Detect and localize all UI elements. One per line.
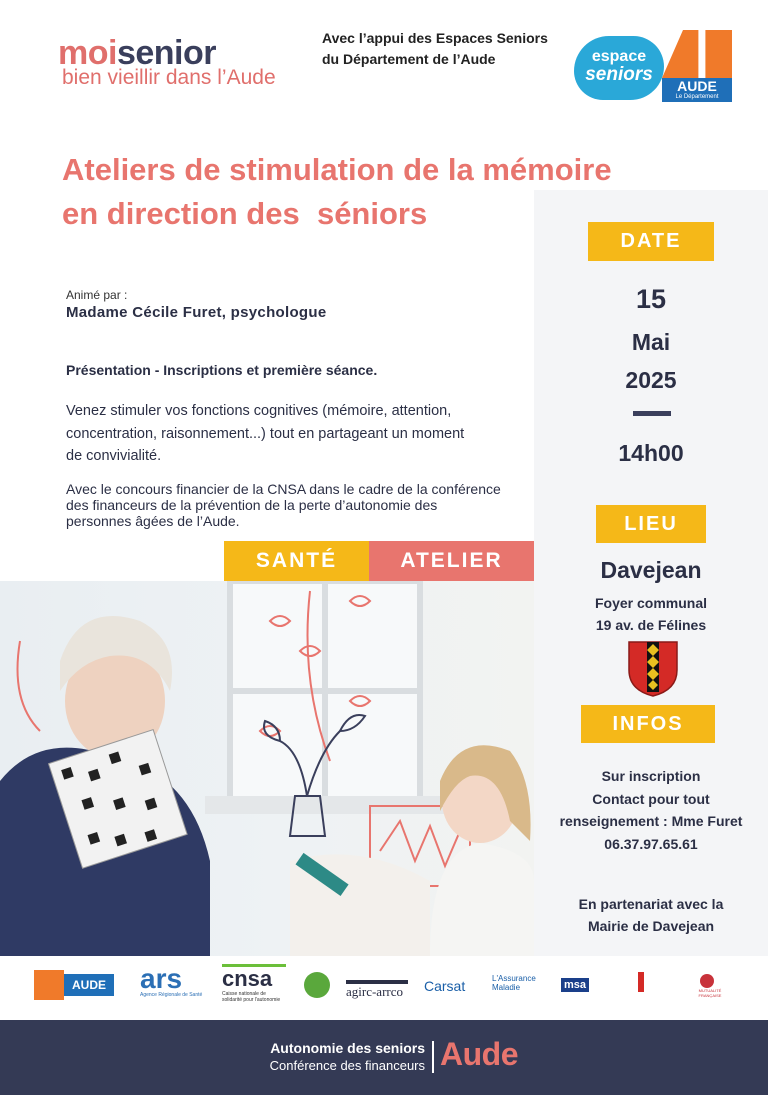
ars-logo — [140, 963, 203, 998]
bien-vieillir-logo — [304, 972, 330, 998]
event-city: Davejean — [600, 557, 702, 583]
event-venue — [534, 592, 768, 636]
carsat-logo — [424, 978, 465, 994]
aude-label: AUDE — [677, 78, 717, 94]
assurance-maladie-logo — [492, 974, 552, 992]
presentation-text: Présentation - Inscriptions et première séance. — [66, 362, 378, 378]
infos-line2: Contact pour tout — [592, 790, 710, 807]
lieu-tag: LIEU — [596, 505, 706, 543]
title-line1: Ateliers de stimulation de la mémoire — [62, 152, 612, 187]
cnsa-label: cnsa — [222, 964, 286, 991]
title-line2: en direction des séniors — [62, 196, 428, 231]
partnership-text — [534, 893, 768, 937]
footer-aude: Aude — [440, 1036, 518, 1072]
infos-text — [534, 765, 768, 855]
mutualite-logo — [690, 974, 730, 998]
agirc-arrco-logo — [346, 980, 408, 1000]
aude-sub: Le Département — [675, 94, 719, 100]
aude-box — [662, 78, 732, 102]
ars-sub: Agence Régionale de Santé — [140, 992, 203, 998]
aude-partner-label: AUDE — [64, 974, 114, 996]
infos-line1: Sur inscription — [601, 768, 701, 784]
logo-senior: senior — [116, 34, 216, 72]
carsat-label: Carsat — [424, 978, 466, 994]
logo-moi: moi — [58, 34, 117, 72]
animator-name: Madame Cécile Furet, psychologue — [66, 304, 327, 321]
appui-line1: Avec l’appui des Espaces Seniors — [322, 30, 548, 46]
venue-line1: Foyer communal — [594, 595, 708, 611]
partners-bar — [0, 956, 768, 1018]
hero-photo — [0, 581, 534, 956]
espace-word: espace — [591, 48, 647, 65]
ars-label: ars — [140, 963, 183, 994]
agence-sante-logo — [626, 972, 656, 1002]
aude-departement-logo — [662, 30, 732, 102]
mutualite-label: MUTUALITÉ FRANÇAISE — [698, 988, 722, 998]
partnership-line2: Mairie de Davejean — [587, 918, 715, 934]
appui-line2: du Département de l’Aude — [322, 51, 496, 67]
aude-partner-logo — [34, 970, 114, 1000]
infos-phone: 06.37.97.65.61 — [604, 835, 698, 852]
partnership-line1: En partenariat avec la — [578, 896, 724, 912]
anime-par-label: Animé par : — [66, 288, 128, 302]
date-tag: DATE — [588, 222, 714, 261]
divider — [633, 411, 671, 416]
davejean-crest-icon — [627, 640, 679, 698]
appui-text — [322, 28, 548, 70]
cnsa-sub: Caisse nationale de solidarité pour l'autonomie — [222, 991, 281, 1003]
atelier-tag: ATELIER — [369, 541, 534, 581]
event-time: 14h00 — [618, 440, 684, 466]
venue-line2: 19 av. de Félines — [595, 617, 707, 633]
footer-line2: Conférence des financeurs — [269, 1058, 425, 1073]
assurance-label: L'Assurance Maladie — [492, 974, 536, 992]
agirc-label: agirc-arrco — [346, 984, 404, 999]
event-month: Mai — [631, 329, 671, 355]
footer-separator — [432, 1041, 434, 1073]
infos-tag: INFOS — [581, 705, 715, 743]
funding-paragraph: Avec le concours financier de la CNSA dans le cadre de la conférence des financeurs de la prévention de la perte d’autonomie des personnes âgées de l’Aude. — [66, 481, 501, 529]
photo-illustration — [0, 581, 534, 956]
msa-label: msa — [561, 978, 589, 992]
footer-line1: Autonomie des seniors — [270, 1040, 425, 1056]
logo-tagline: bien vieillir dans l’Aude — [62, 66, 276, 89]
cnsa-logo — [222, 964, 286, 1003]
espace-seniors-logo — [574, 36, 664, 100]
aude-a-shape — [662, 30, 732, 78]
infos-line3: renseignement : Mme Furet — [559, 813, 743, 829]
seniors-word: seniors — [585, 64, 653, 85]
msa-logo — [561, 978, 589, 992]
event-day: 15 — [635, 284, 667, 314]
event-year: 2025 — [625, 367, 677, 393]
sante-tag: SANTÉ — [224, 541, 369, 581]
description-paragraph: Venez stimuler vos fonctions cognitives (mémoire, attention, concentration, raisonnement...) tout en partageant un moment de convivialité. — [66, 403, 465, 464]
